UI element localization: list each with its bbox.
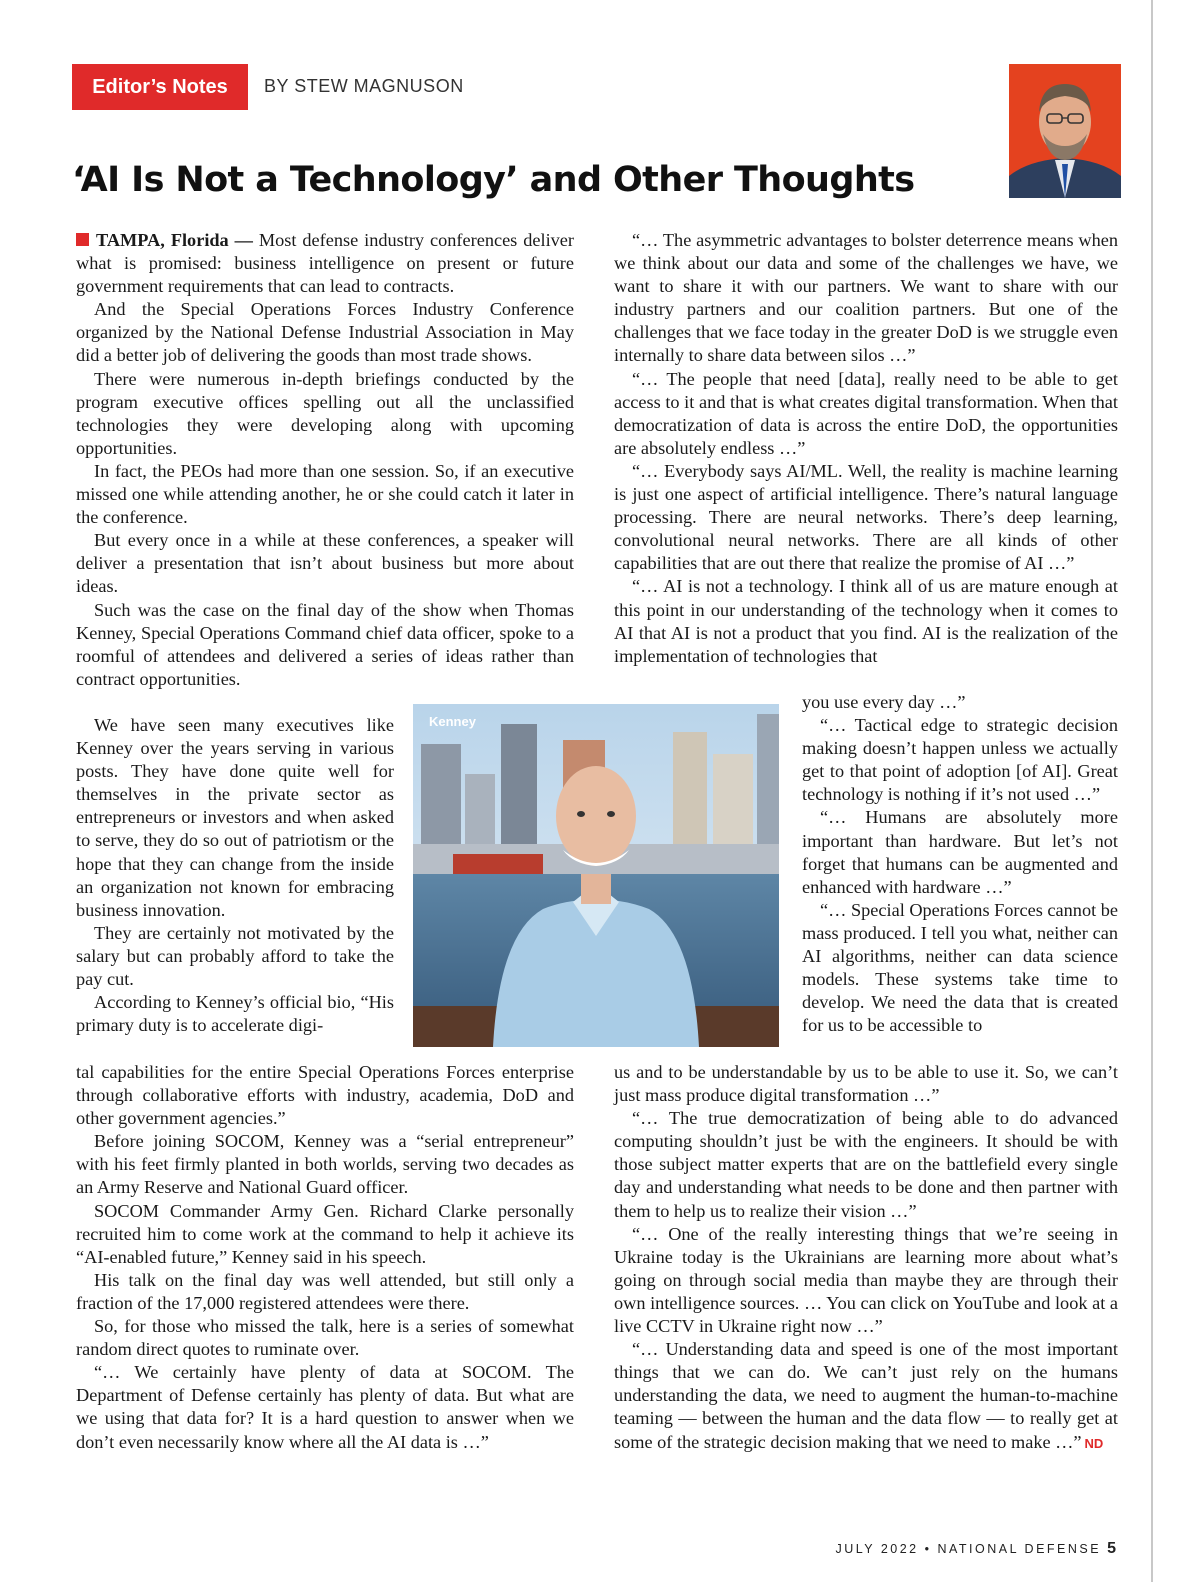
left-column-top	[76, 229, 574, 691]
publication-line: JULY 2022 • NATIONAL DEFENSE	[835, 1542, 1102, 1556]
quote-paragraph	[614, 1338, 1118, 1454]
left-column-narrow	[76, 714, 394, 1037]
page-number: 5	[1107, 1540, 1116, 1557]
right-column-narrow	[802, 691, 1118, 1037]
body-paragraph: And the Special Operations Forces Industry Conference organized by the National Defense Industrial Association in May did a better job of delivering the goods than most trade shows.	[76, 299, 574, 366]
body-paragraph: We have seen many executives like Kenney over the years serving in various posts. They have done quite well for themselves in the private sector as entrepreneurs or investors and when asked to serve, they do so out of patriotism or the hope that they can change from the inside an organization not known for embracing business innovation.	[76, 715, 394, 920]
author-headshot	[1009, 64, 1121, 198]
quote-paragraph: “… Tactical edge to strategic decision making doesn’t happen unless we actually get to that point of adoption [of AI]. Great technology is nothing if it’s not used …”	[802, 715, 1118, 805]
body-paragraph: So, for those who missed the talk, here is a series of somewhat random direct quotes to ruminate over.	[76, 1316, 574, 1360]
left-column-bottom	[76, 1061, 574, 1454]
body-paragraph: But every once in a while at these conferences, a speaker will deliver a presentation that isn’t about business but more about ideas.	[76, 530, 574, 597]
section-label: Editor’s Notes	[72, 64, 248, 110]
quote-paragraph: “… The people that need [data], really need to be able to get access to it and that is what creates digital transformation. When that democratization of data is across the entire DoD, the opportunities are absolutely endless …”	[614, 368, 1118, 458]
body-paragraph: There were numerous in-depth briefings conducted by the program executive offices spelling out all the unclassified technologies they were developing along with upcoming opportunities.	[76, 368, 574, 458]
lead-paragraph	[76, 229, 574, 298]
dateline: TAMPA, Florida —	[96, 230, 253, 250]
body-paragraph-continued: tal capabilities for the entire Special Operations Forces enterprise through collaborative efforts with industry, academia, DoD and other government agencies.”	[76, 1062, 574, 1129]
quote-paragraph: “… One of the really interesting things that we’re seeing in Ukraine today is the Ukrainians are learning more about what’s going on through social media than maybe they are through their own intelligence sources. … You can click on YouTube and look at a live CCTV in Ukraine right now …”	[614, 1223, 1118, 1337]
body-paragraph: Such was the case on the final day of the show when Thomas Kenney, Special Operations Command chief data officer, spoke to a roomful of attendees and delivered a series of ideas rather than contract opportunities.	[76, 599, 574, 689]
body-paragraph: Before joining SOCOM, Kenney was a “serial entrepreneur” with his feet firmly planted in both worlds, serving two decades as an Army Reserve and National Guard officer.	[76, 1131, 574, 1198]
kenney-photo	[413, 704, 779, 1047]
quote-paragraph: “… We certainly have plenty of data at SOCOM. The Department of Defense certainly has plenty of data. But what are we using that data for? It is a hard question to answer when we don’t even necessarily know where all the AI data is …”	[76, 1362, 574, 1452]
article-title: ‘AI Is Not a Technology’ and Other Thoughts	[72, 160, 915, 200]
body-paragraph: SOCOM Commander Army Gen. Richard Clarke personally recruited him to come work at the command to help it achieve its “AI-enabled future,” Kenney said in his speech.	[76, 1200, 574, 1267]
quote-paragraph-continued: you use every day …”	[802, 692, 966, 712]
body-paragraph: His talk on the final day was well attended, but still only a fraction of the 17,000 registered attendees were there.	[76, 1269, 574, 1313]
final-quote-text: “… Understanding data and speed is one of the most important things that we can do. We can’t just rely on the humans understanding the data, we need to augment the human-to-machine teaming — between the human and the data flow — to really get at some of the strategic decision making that we need to make …”	[614, 1339, 1118, 1452]
page-footer	[835, 1540, 1116, 1558]
right-column-top	[614, 229, 1118, 668]
quote-paragraph: “… Special Operations Forces cannot be mass produced. I tell you what, neither can AI algorithms, neither can data science models. These systems take time to develop. We need the data that is created for us to be accessible to	[802, 899, 1118, 1036]
body-paragraph: According to Kenney’s official bio, “His primary duty is to accelerate digi-	[76, 992, 394, 1036]
quote-paragraph: “… The true democratization of being able to do advanced computing shouldn’t just be with the engineers. It should be with those subject matter experts that are on the battlefield every single day and understanding what needs to be done and then partner with them to help us to realize their vision …”	[614, 1108, 1118, 1221]
photo-caption: Kenney	[429, 714, 476, 729]
quote-paragraph-continued: us and to be understandable by us to be able to use it. So, we can’t just mass produce digital transformation …”	[614, 1062, 1118, 1106]
lead-text: Most defense industry conferences deliver what is promised: business intelligence on present or future government requirements that can lead to contracts.	[76, 230, 574, 297]
end-mark: ND	[1084, 1435, 1104, 1451]
red-square-icon	[76, 233, 89, 246]
byline: BY STEW MAGNUSON	[264, 76, 464, 96]
quote-paragraph: “… The asymmetric advantages to bolster deterrence means when we think about our data and some of the challenges we have, we want to share it with our partners. We want to share with our industry partners and our coalition partners. But one of the challenges that we face today in the greater DoD is we struggle even internally to share data between silos …”	[614, 230, 1118, 366]
quote-paragraph: “… Humans are absolutely more important than hardware. But let’s not forget that humans can be augmented and enhanced with hardware …”	[802, 807, 1118, 897]
right-column-bottom	[614, 1061, 1118, 1455]
body-paragraph: In fact, the PEOs had more than one session. So, if an executive missed one while attending another, he or she could catch it later in the conference.	[76, 460, 574, 528]
page-edge-rule	[1151, 0, 1153, 1582]
quote-paragraph: “… Everybody says AI/ML. Well, the reality is machine learning is just one aspect of artificial intelligence. There’s natural language processing. There are neural networks. There’s deep learning, convolutional neural networks. There are all kinds of other capabilities that are out there that realize the promise of AI …”	[614, 460, 1118, 574]
quote-paragraph: “… AI is not a technology. I think all of us are mature enough at this point in our understanding of the technology when it comes to AI that AI is not a product that you find. AI is the realization of the implementation of technologies that	[614, 576, 1118, 666]
body-paragraph: They are certainly not motivated by the salary but can probably afford to take the pay cut.	[76, 922, 394, 990]
